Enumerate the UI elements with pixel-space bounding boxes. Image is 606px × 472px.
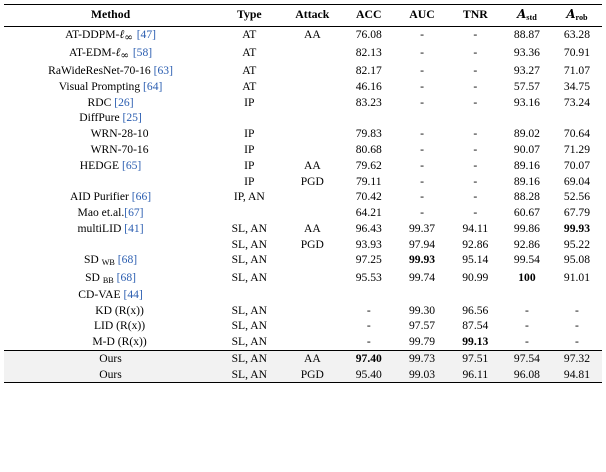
cell-acc: 97.25	[355, 253, 382, 267]
cell-astd: 90.07	[513, 142, 540, 156]
cell-acc: 70.42	[355, 190, 382, 204]
cell-acc: 82.13	[355, 46, 382, 60]
cell-method	[4, 63, 216, 79]
cell-attack	[283, 189, 343, 205]
cell-arob: 91.01	[563, 270, 591, 284]
cell-method	[4, 252, 216, 269]
cell-astd: -	[525, 319, 529, 333]
column-header-arob	[552, 5, 602, 27]
cell-arob: 70.07	[563, 158, 591, 172]
cell-auc: -	[420, 46, 424, 60]
cell-auc: -	[420, 28, 424, 42]
cell-attack	[283, 142, 343, 158]
method-name: HEDGE	[79, 158, 122, 172]
table-row	[4, 205, 602, 221]
table-row	[4, 221, 602, 237]
cell-attack: AA	[303, 28, 321, 42]
cell-auc: -	[420, 142, 424, 156]
table-header-row	[4, 5, 602, 27]
cell-astd: 97.54	[502, 350, 552, 366]
cell-astd: 88.87	[513, 28, 540, 42]
cell-acc: 97.40	[342, 350, 395, 366]
cell-type	[216, 287, 282, 303]
cell-acc: -	[366, 319, 371, 333]
cell-arob: 95.08	[563, 253, 591, 267]
column-header-astd	[502, 5, 552, 27]
citation-link[interactable]: [64]	[143, 79, 163, 93]
method-name: CD-VAE	[78, 287, 124, 301]
cell-attack	[283, 334, 343, 350]
cell-method	[4, 318, 216, 334]
cell-type: SL, AN	[231, 253, 268, 267]
cell-method	[4, 27, 216, 45]
method-name: KD (R(x))	[95, 303, 144, 317]
cell-method	[4, 237, 216, 253]
cell-auc: -	[420, 190, 424, 204]
method-name: SD	[83, 253, 102, 267]
method-name: Mao et.al.	[77, 206, 125, 220]
method-name: WRN-70-16	[90, 142, 149, 156]
cell-type: IP	[244, 174, 255, 188]
table-row	[4, 45, 602, 63]
table-row	[4, 158, 602, 174]
method-subscript: WB	[101, 258, 115, 268]
method-subscript: BB	[102, 275, 114, 285]
cell-tnr: -	[473, 206, 478, 220]
cell-attack	[283, 79, 343, 95]
cell-type: AT	[242, 28, 257, 42]
cell-acc: 64.21	[355, 206, 382, 220]
cell-tnr: -	[473, 46, 478, 60]
cell-astd: 96.08	[502, 367, 552, 383]
cell-astd: 88.28	[513, 190, 540, 204]
table-row	[4, 318, 602, 334]
cell-attack: PGD	[283, 367, 343, 383]
cell-acc: 79.62	[355, 158, 382, 172]
cell-tnr: 99.13	[449, 334, 502, 350]
table-row	[4, 367, 602, 383]
cell-method	[4, 350, 216, 366]
cell-acc: 79.83	[355, 127, 382, 141]
cell-method	[4, 287, 216, 303]
cell-method	[4, 95, 216, 111]
cell-type: IP	[244, 158, 255, 172]
column-header-auc: AUC	[395, 5, 448, 27]
cell-method	[4, 79, 216, 95]
cell-attack	[283, 126, 343, 142]
cell-tnr	[449, 287, 502, 303]
cell-arob: 67.79	[563, 206, 591, 220]
table-row	[4, 173, 602, 189]
table-row	[4, 189, 602, 205]
cell-auc: 99.93	[408, 253, 436, 267]
cell-tnr: 97.51	[449, 350, 502, 366]
cell-method	[4, 126, 216, 142]
cell-acc: 93.93	[355, 237, 382, 251]
table-row	[4, 126, 602, 142]
citation-link[interactable]: [26]	[114, 95, 134, 109]
cell-tnr: -	[473, 64, 478, 78]
cell-attack: PGD	[300, 237, 324, 251]
cell-auc: -	[420, 206, 424, 220]
method-name: AT-DDPM-	[65, 28, 120, 42]
cell-method	[4, 303, 216, 319]
table-row	[4, 303, 602, 319]
cell-astd: 100	[518, 270, 536, 284]
cell-arob: -	[552, 334, 602, 350]
cell-type: IP	[244, 95, 255, 109]
cell-attack	[283, 63, 343, 79]
cell-auc	[395, 287, 448, 303]
cell-auc: 99.37	[408, 221, 436, 235]
cell-method	[4, 142, 216, 158]
cell-tnr: 96.11	[449, 367, 502, 383]
table-row	[4, 27, 602, 45]
method-name: LID (R(x))	[93, 319, 146, 333]
table-head	[4, 5, 602, 27]
cell-auc: 99.73	[395, 350, 448, 366]
astd-subscript: std	[526, 12, 537, 22]
citation-link[interactable]: [66]	[131, 190, 152, 204]
method-name: Ours	[99, 351, 122, 365]
cell-acc: 46.16	[355, 79, 382, 93]
citation-link[interactable]: [58]	[132, 46, 153, 60]
column-header-tnr: TNR	[449, 5, 502, 27]
cell-arob: -	[575, 303, 579, 317]
cell-arob: 97.32	[552, 350, 602, 366]
cell-attack: PGD	[300, 174, 324, 188]
cell-astd: 93.27	[513, 64, 540, 78]
cell-astd: 60.67	[513, 206, 540, 220]
arob-subscript: rob	[575, 12, 588, 22]
cell-attack	[283, 252, 343, 269]
cell-type: IP, AN	[233, 190, 265, 204]
table-row	[4, 287, 602, 303]
cell-auc: -	[420, 158, 424, 172]
method-name: WRN-28-10	[90, 127, 149, 141]
cell-astd: -	[525, 303, 529, 317]
cell-astd	[502, 287, 552, 303]
cell-arob: 34.75	[563, 79, 591, 93]
cell-attack	[283, 318, 343, 334]
citation-link[interactable]: [67]	[124, 206, 144, 220]
cell-tnr: -	[473, 190, 478, 204]
cell-type: SL, AN	[216, 367, 282, 383]
cell-acc: 82.17	[355, 64, 382, 78]
cell-attack	[283, 303, 343, 319]
table-row	[4, 350, 602, 366]
cell-auc	[395, 110, 448, 126]
cell-type: SL, AN	[231, 221, 268, 235]
cell-arob	[552, 287, 602, 303]
cell-auc: 99.30	[408, 303, 436, 317]
method-name: DiffPure	[79, 111, 123, 125]
cell-type: SL, AN	[216, 334, 282, 350]
table-row	[4, 95, 602, 111]
table-row	[4, 270, 602, 287]
method-name: AID Purifier	[69, 190, 132, 204]
cell-tnr: 95.14	[462, 253, 489, 267]
cell-type	[216, 110, 282, 126]
citation-link[interactable]: [25]	[122, 111, 142, 125]
results-table	[4, 4, 602, 383]
cell-tnr: -	[473, 28, 478, 42]
cell-type: AT	[242, 64, 257, 78]
cell-astd: 57.57	[513, 79, 540, 93]
l-infinity-symbol: ℓ∞	[119, 27, 133, 44]
cell-type: IP	[244, 127, 255, 141]
cell-astd: 89.16	[513, 174, 540, 188]
cell-type: SL, AN	[231, 237, 268, 251]
method-name: RaWideResNet-70-16	[48, 64, 154, 78]
cell-method	[4, 270, 216, 287]
cell-astd: 99.54	[513, 253, 540, 267]
column-header-method: Method	[4, 5, 216, 27]
cell-acc: -	[366, 303, 371, 317]
cell-auc: -	[420, 64, 424, 78]
cell-astd: 89.16	[513, 158, 540, 172]
cell-attack	[283, 270, 343, 287]
citation-link[interactable]: [44]	[123, 287, 143, 301]
cell-arob: 71.07	[563, 64, 591, 78]
cell-arob: 70.91	[563, 46, 591, 60]
cell-type: IP	[244, 142, 255, 156]
cell-tnr: 90.99	[462, 270, 489, 284]
cell-attack: AA	[303, 158, 321, 172]
cell-tnr: 87.54	[462, 319, 489, 333]
column-header-type: Type	[216, 5, 282, 27]
cell-type: SL, AN	[231, 319, 268, 333]
cell-type	[216, 205, 282, 221]
cell-arob: 63.28	[563, 28, 591, 42]
table-row	[4, 334, 602, 350]
cell-astd: 93.16	[513, 95, 540, 109]
cell-tnr: -	[473, 79, 478, 93]
table-row	[4, 142, 602, 158]
cell-arob: 52.56	[563, 190, 591, 204]
cell-acc: 95.53	[355, 270, 382, 284]
cell-tnr: -	[473, 174, 478, 188]
cell-tnr: -	[473, 127, 478, 141]
method-name: M-D (R(x))	[92, 335, 147, 349]
cell-type: SL, AN	[231, 270, 268, 284]
table-row	[4, 79, 602, 95]
cell-method	[4, 110, 216, 126]
cell-type: AT	[242, 79, 257, 93]
table-row	[4, 110, 602, 126]
citation-link[interactable]: [68]	[117, 253, 138, 267]
cell-method	[4, 45, 216, 63]
cell-acc: 80.68	[355, 142, 382, 156]
table-body	[4, 27, 602, 351]
cell-auc: 99.03	[395, 367, 448, 383]
cell-astd: 89.02	[513, 127, 540, 141]
cell-tnr: 96.56	[462, 303, 489, 317]
cell-attack	[283, 95, 343, 111]
cell-acc: 83.23	[355, 95, 382, 109]
cell-astd: 92.86	[513, 237, 540, 251]
table-row	[4, 237, 602, 253]
cell-type: AT	[242, 46, 257, 60]
cell-acc: 95.40	[342, 367, 395, 383]
cell-auc: 99.79	[395, 334, 448, 350]
arob-symbol: A	[566, 7, 576, 21]
citation-link[interactable]: [68]	[116, 270, 136, 284]
method-name: SD	[85, 270, 103, 284]
cell-tnr: 94.11	[462, 221, 489, 235]
cell-tnr: -	[473, 142, 478, 156]
cell-arob: 73.24	[563, 95, 591, 109]
cell-type: SL, AN	[216, 350, 282, 366]
cell-arob: 95.22	[563, 237, 591, 251]
cell-method	[4, 334, 216, 350]
method-name: Visual Prompting	[58, 79, 144, 93]
cell-acc: 96.43	[355, 221, 382, 235]
cell-auc: -	[420, 127, 424, 141]
cell-tnr: -	[473, 158, 478, 172]
astd-symbol: A	[517, 7, 527, 21]
citation-link[interactable]: [65]	[121, 158, 142, 172]
cell-acc: -	[342, 334, 395, 350]
cell-acc	[342, 287, 395, 303]
cell-method	[4, 367, 216, 383]
cell-astd: -	[502, 334, 552, 350]
column-header-attack: Attack	[283, 5, 343, 27]
cell-auc: 97.57	[408, 319, 436, 333]
l-infinity-symbol: ℓ∞	[115, 45, 130, 62]
cell-tnr: 92.86	[462, 237, 489, 251]
cell-auc: -	[420, 174, 424, 188]
cell-astd	[502, 110, 552, 126]
cell-astd: 93.36	[513, 46, 540, 60]
column-header-acc: ACC	[342, 5, 395, 27]
citation-link[interactable]: [47]	[136, 28, 157, 42]
citation-link[interactable]: [41]	[124, 221, 144, 235]
method-name: RDC	[87, 95, 115, 109]
cell-arob: -	[575, 319, 579, 333]
cell-method	[4, 173, 216, 189]
cell-arob: 71.29	[563, 142, 591, 156]
table-body-ours	[4, 350, 602, 383]
cell-arob: 70.64	[563, 127, 591, 141]
cell-astd: 99.86	[513, 221, 540, 235]
cell-method	[4, 205, 216, 221]
citation-link[interactable]: [63]	[153, 64, 173, 78]
cell-arob: 69.04	[563, 174, 591, 188]
cell-arob: 94.81	[552, 367, 602, 383]
cell-type: SL, AN	[231, 303, 268, 317]
cell-attack	[283, 110, 343, 126]
cell-method	[4, 158, 216, 174]
method-name: multiLID	[77, 221, 125, 235]
table-row	[4, 63, 602, 79]
cell-auc: 99.74	[408, 270, 436, 284]
cell-auc: 97.94	[408, 237, 436, 251]
cell-method	[4, 189, 216, 205]
cell-arob	[552, 110, 602, 126]
cell-attack: AA	[283, 350, 343, 366]
table-row	[4, 252, 602, 269]
method-name: Ours	[99, 367, 122, 381]
cell-attack	[283, 287, 343, 303]
method-name: AT-EDM-	[68, 46, 116, 60]
cell-tnr	[449, 110, 502, 126]
cell-tnr: -	[473, 95, 478, 109]
cell-arob: 99.93	[563, 221, 591, 235]
cell-attack	[283, 45, 343, 63]
cell-auc: -	[420, 79, 424, 93]
cell-auc: -	[420, 95, 424, 109]
cell-acc	[342, 110, 395, 126]
cell-attack: AA	[303, 221, 321, 235]
cell-method	[4, 221, 216, 237]
cell-acc: 79.11	[355, 174, 382, 188]
cell-attack	[283, 205, 343, 221]
cell-acc: 76.08	[355, 28, 382, 42]
